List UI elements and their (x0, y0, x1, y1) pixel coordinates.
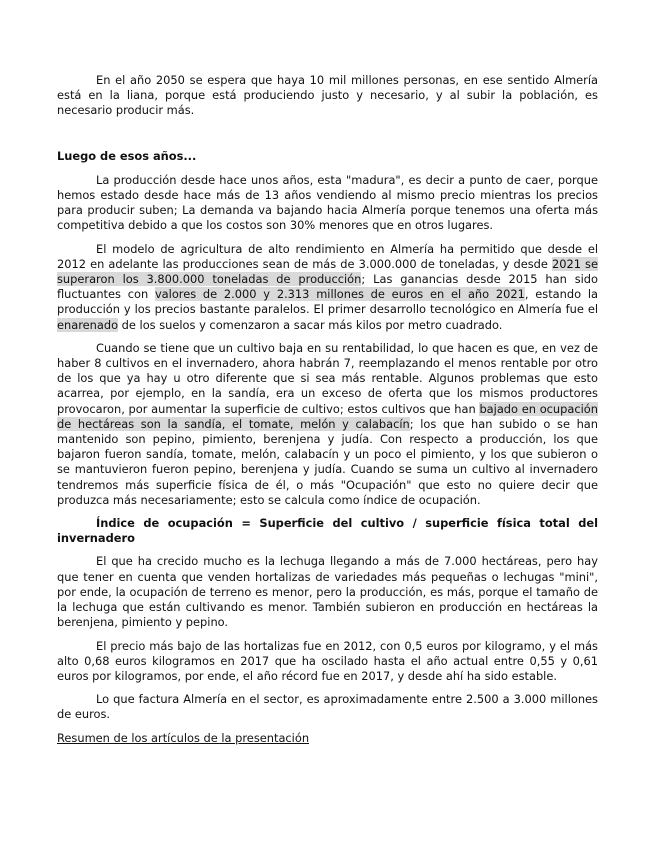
paragraph-production: La producción desde hace unos años, esta "madura", es decir a punto de caer, porque hemos estado desde hace más de 13 años vendiendo al mismo precio mientras los precios para producir suben; La demanda va bajando hacia Almería porque tenemos una oferta más competitiva debido a que los costos son 30% menores que en otros lugares. (57, 172, 598, 233)
formula-occupancy-index: Índice de ocupación = Superficie del cultivo / superficie física total del invernadero (57, 516, 598, 546)
text-run: ; Las ganancias desde 2015 han sido fluctuantes con (57, 272, 598, 302)
text-run: Cuando se tiene que un cultivo baja en su rentabilidad, lo que hacen es que, en vez de haber 8 cultivos en el invernadero, ahora habrán 7, reemplazando el menos rentable por otro de los que ya hay u otro diferente que si sea más rentable. Algunos problemas que esto acarrea, por ejemplo, en la sandía, era un exceso de oferta que los mismos productores provocaron, por aumentar la superficie de cultivo; estos cultivos que han (57, 340, 598, 416)
text-run: ; los que han subido o se han mantenido son pepino, pimiento, berenjena y judía. Con respecto a producción, los que bajaron fueron sandía, tomate, melón, calabacín y un poco el pimiento, y los que subieron o se mantuvieron fueron pepino, berenjena y judía. Cuando se suma un cultivo al invernadero tendremos más superficie física de él, o más "Ocupación" que esto no quiere decir que produzca más necesariamente; esto se calcula como índice de ocupación. (57, 416, 598, 507)
text-run: , estando la producción y los precios bastante paralelos. El primer desarrollo tecnológico en Almería fue el (57, 287, 598, 317)
paragraph-crop-rotation (57, 341, 598, 508)
document-page (57, 73, 598, 746)
paragraph-revenue: Lo que factura Almería en el sector, es aproximadamente entre 2.500 a 3.000 millones de euros. (57, 692, 598, 722)
paragraph-lettuce: El que ha crecido mucho es la lechuga llegando a más de 7.000 hectáreas, pero hay que tener en cuenta que venden hortalizas de variedades más pequeñas o lechugas "mini", por ende, la ocupación de terreno es menor, pero la producción, es más, porque el tamaño de la lechuga que están cultivando es menor. También subieron en producción en hectáreas la berenjena, pimiento y pepino. (57, 554, 598, 630)
text-run: de los suelos y comenzaron a sacar más kilos por metro cuadrado. (118, 317, 503, 332)
highlighted-text: enarenado (57, 317, 119, 332)
highlighted-text: valores de 2.000 y 2.313 millones de euros en el año 2021 (154, 287, 525, 302)
highlighted-text: 2021 se superaron los 3.800.000 toneladas de producción (57, 256, 598, 287)
summary-link[interactable]: Resumen de los artículos de la presentación (57, 730, 310, 745)
section-heading: Luego de esos años... (57, 148, 197, 163)
paragraph-agriculture-model (57, 242, 598, 333)
text-run: El modelo de agricultura de alto rendimiento en Almería ha permitido que desde el 2012 en adelante las producciones sean de más de 3.000.000 de toneladas, y desde (57, 241, 598, 271)
paragraph-prices: El precio más bajo de las hortalizas fue en 2012, con 0,5 euros por kilogramo, y el más alto 0,68 euros kilogramos en 2017 que ha oscilado hasta el año actual entre 0,55 y 0,61 euros por kilogramos, por ende, el año récord fue en 2017, y desde ahí ha sido estable. (57, 638, 598, 683)
highlighted-text: bajado en ocupación de hectáreas son la sandía, el tomate, melón y calabacín (57, 401, 598, 431)
paragraph-population: En el año 2050 se espera que haya 10 mil millones personas, en ese sentido Almería está en la liana, porque está produciendo justo y necesario, y al subir la población, es necesario producir más. (57, 73, 598, 118)
